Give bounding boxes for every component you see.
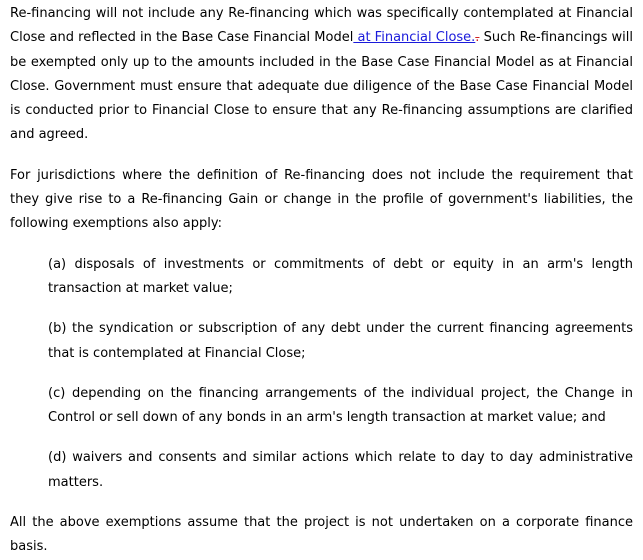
tracked-insertion: at Financial Close. [353,30,476,46]
exemption-item-b: (b) the syndication or subscription of any debt under the current financing agreements that is contemplated at Financial Close; [48,321,633,361]
refinancing-text-start: Re-financing will not include any Re-financing which was specifically contemplated at Financial Close and reflected in the Base Case Financial Model [10,6,633,46]
refinancing-text-end: Such Re-financings will be exempted only up to the amounts included in the Base Case Financial Model as at Financial Close. Government must ensure that adequate due diligence of the Base Case Financial Model is conducted prior to Financial Close to ensure that any Re-financing assumptions are clarified and agreed. [10,30,633,143]
exemptions-assumption-paragraph: All the above exemptions assume that the project is not undertaken on a corporate finance basis. [10,515,633,555]
exemption-item-d: (d) waivers and consents and similar actions which relate to day to day administrative matters. [48,450,633,490]
exemption-item-c: (c) depending on the financing arrangements of the individual project, the Change in Control or sell down of any bonds in an arm's length transaction at market value; and [48,385,633,426]
exemption-item-a: (a) disposals of investments or commitments of debt or equity in an arm's length transaction at market value; [48,256,633,296]
refinancing-paragraph [10,2,633,148]
tracked-deletion: . [475,30,480,46]
jurisdictions-paragraph: For jurisdictions where the definition of Re-financing does not include the requirement that they give rise to a Re-financing Gain or change in the profile of government's liabilities, the following exemptions also apply: [10,167,633,232]
exemptions-list [10,253,633,495]
